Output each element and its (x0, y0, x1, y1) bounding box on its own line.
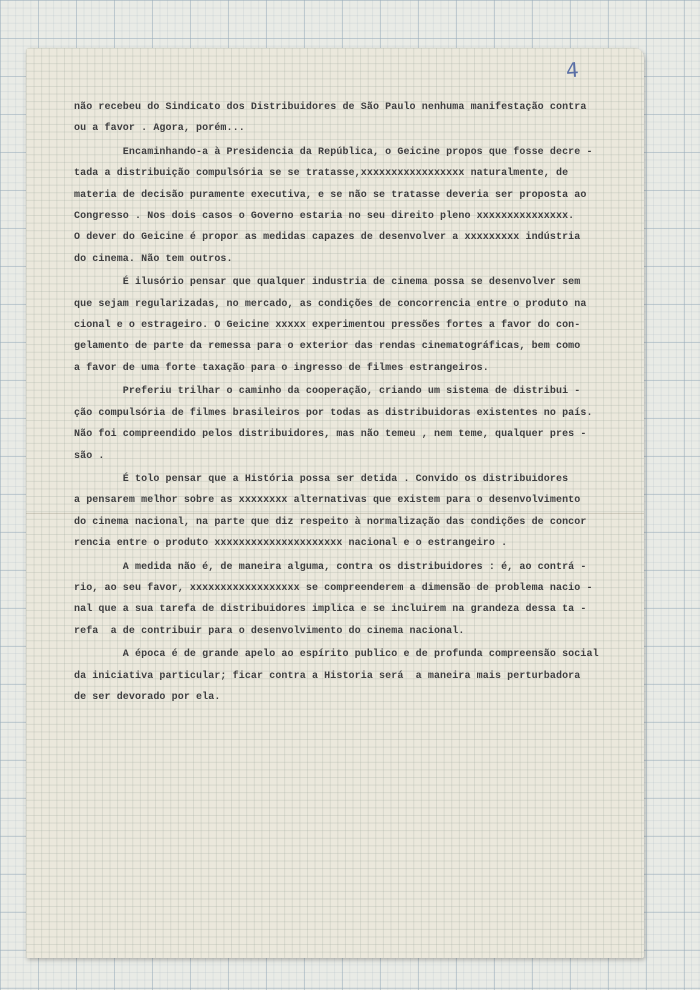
text-line: ção compulsória de filmes brasileiros por todas as distribuidoras existentes no país. (74, 407, 593, 419)
text-line: a pensarem melhor sobre as xxxxxxxx alternativas que existem para o desenvolvimento (74, 495, 581, 507)
text-line: tada a distribuição compulsória se se tratasse,xxxxxxxxxxxxxxxxx naturalmente, de (74, 168, 569, 180)
typed-text-body (74, 97, 622, 710)
text-line: do cinema. Não tem outros. (74, 253, 233, 265)
paragraph (74, 272, 622, 379)
paragraph (74, 644, 622, 708)
text-line: do cinema nacional, na parte que diz respeito à normalização das condições de concor (74, 516, 587, 528)
paragraph (74, 97, 622, 140)
text-line: Encaminhando-a à Presidencia da República, o Geicine propos que fosse decre - (74, 146, 593, 158)
text-line: É tolo pensar que a História possa ser detida . Convido os distribuidores (74, 473, 569, 485)
text-line: rencia entre o produto xxxxxxxxxxxxxxxxxxxxx nacional e o estrangeiro . (74, 538, 508, 550)
text-line: A época é de grande apelo ao espírito publico e de profunda compreensão social (74, 649, 599, 661)
text-line: nal que a sua tarefa de distribuidores implica e se incluirem na grandeza dessa ta - (74, 604, 587, 616)
text-line: da iniciativa particular; ficar contra a Historia será a maneira mais perturbadora (74, 670, 581, 682)
text-line: que sejam regularizadas, no mercado, as condições de concorrencia entre o produto na (74, 298, 587, 310)
text-line: Não foi compreendido pelos distribuidores, mas não temeu , nem teme, qualquer pres - (74, 429, 587, 441)
paragraph (74, 557, 622, 643)
text-line: materia de decisão puramente executiva, e se não se tratasse deveria ser proposta ao (74, 189, 587, 201)
text-line: gelamento de parte da remessa para o exterior das rendas cinematográficas, bem como (74, 341, 581, 353)
text-line: O dever do Geicine é propor as medidas capazes de desenvolver a xxxxxxxxx indústria (74, 232, 581, 244)
text-line: de ser devorado por ela. (74, 691, 221, 703)
text-line: rio, ao seu favor, xxxxxxxxxxxxxxxxxx se compreenderem a dimensão de problema nacio - (74, 582, 593, 594)
text-line: Preferiu trilhar o caminho da cooperação, criando um sistema de distribui - (74, 386, 581, 398)
paragraph (74, 469, 622, 555)
paragraph (74, 142, 622, 270)
text-line: refa a de contribuir para o desenvolvimento do cinema nacional. (74, 625, 465, 637)
text-line: É ilusório pensar que qualquer industria de cinema possa se desenvolver sem (74, 277, 581, 289)
text-line: cional e o estrageiro. O Geicine xxxxx experimentou pressões fortes a favor do con- (74, 320, 581, 332)
text-line: não recebeu do Sindicato dos Distribuidores de São Paulo nenhuma manifestação contra (74, 102, 587, 113)
text-line: Congresso . Nos dois casos o Governo estaria no seu direito pleno xxxxxxxxxxxxxxx. (74, 211, 575, 223)
text-line: a favor de uma forte taxação para o ingresso de filmes estrangeiros. (74, 362, 489, 374)
typewritten-page (26, 48, 644, 958)
paragraph (74, 381, 622, 467)
text-line: são . (74, 450, 105, 462)
text-line: ou a favor . Agora, porém... (74, 123, 245, 135)
text-line: A medida não é, de maneira alguma, contra os distribuidores : é, ao contrá - (74, 561, 587, 573)
handwritten-page-number: 4 (565, 57, 580, 83)
